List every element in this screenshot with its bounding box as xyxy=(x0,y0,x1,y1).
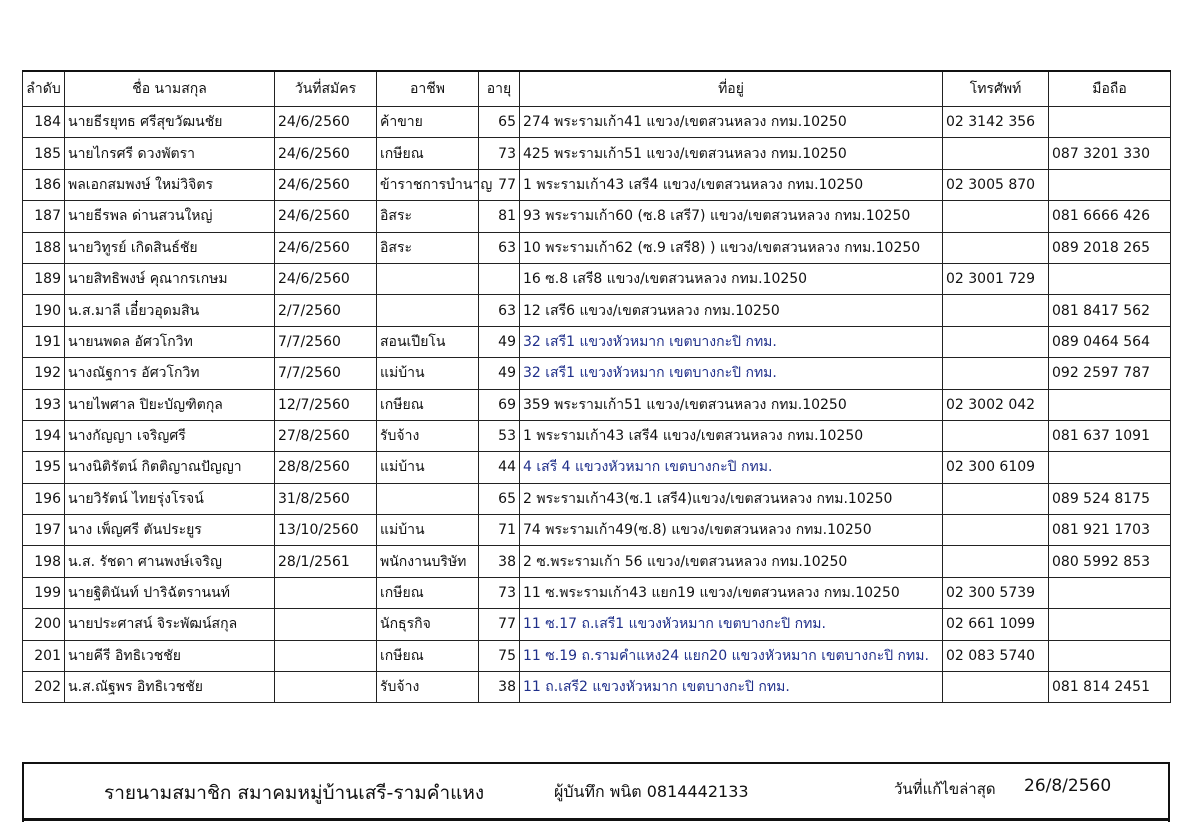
cell-mobile: 089 0464 564 xyxy=(1049,326,1171,357)
cell-mobile: 081 921 1703 xyxy=(1049,515,1171,546)
cell-mobile: 081 8417 562 xyxy=(1049,295,1171,326)
cell-phone xyxy=(943,546,1049,577)
last-edit-date: 26/8/2560 xyxy=(1024,776,1112,796)
cell-phone xyxy=(943,515,1049,546)
cell-mobile: 089 524 8175 xyxy=(1049,483,1171,514)
cell-no: 202 xyxy=(23,672,65,703)
cell-address: 1 พระรามเก้า43 เสรี4 แขวง/เขตสวนหลวง กทม.10250 xyxy=(520,169,943,200)
cell-no: 195 xyxy=(23,452,65,483)
cell-occupation: รับจ้าง xyxy=(377,672,479,703)
footer-box xyxy=(22,762,1170,822)
cell-mobile: 087 3201 330 xyxy=(1049,138,1171,169)
cell-phone: 02 3001 729 xyxy=(943,263,1049,294)
cell-age: 65 xyxy=(479,483,520,514)
cell-no: 193 xyxy=(23,389,65,420)
cell-name: น.ส.มาลี เอี๋ยวอุดมสิน xyxy=(65,295,275,326)
cell-phone xyxy=(943,232,1049,263)
cell-name: นางณัฐการ อัศวโกวิท xyxy=(65,358,275,389)
table-row xyxy=(23,138,1171,169)
cell-occupation: เกษียณ xyxy=(377,577,479,608)
cell-date: 24/6/2560 xyxy=(275,201,377,232)
cell-date: 27/8/2560 xyxy=(275,420,377,451)
cell-date: 12/7/2560 xyxy=(275,389,377,420)
cell-age: 75 xyxy=(479,640,520,671)
cell-age: 38 xyxy=(479,546,520,577)
cell-age: 73 xyxy=(479,138,520,169)
cell-mobile xyxy=(1049,389,1171,420)
member-sheet xyxy=(22,70,1170,703)
cell-phone: 02 3142 356 xyxy=(943,107,1049,138)
cell-address: 1 พระรามเก้า43 เสรี4 แขวง/เขตสวนหลวง กทม.10250 xyxy=(520,420,943,451)
cell-no: 186 xyxy=(23,169,65,200)
cell-phone xyxy=(943,201,1049,232)
cell-name: น.ส. รัชดา ศานพงษ์เจริญ xyxy=(65,546,275,577)
cell-no: 197 xyxy=(23,515,65,546)
cell-name: นายฐิตินันท์ ปาริฉัตรานนท์ xyxy=(65,577,275,608)
cell-mobile: 081 814 2451 xyxy=(1049,672,1171,703)
cell-phone xyxy=(943,420,1049,451)
cell-no: 188 xyxy=(23,232,65,263)
cell-occupation: พนักงานบริษัท xyxy=(377,546,479,577)
header-age: อายุ xyxy=(479,71,520,107)
cell-name: นายธีรพล ด่านสวนใหญ่ xyxy=(65,201,275,232)
cell-phone xyxy=(943,295,1049,326)
cell-no: 187 xyxy=(23,201,65,232)
cell-no: 184 xyxy=(23,107,65,138)
table-row xyxy=(23,672,1171,703)
cell-address: 93 พระรามเก้า60 (ซ.8 เสรี7) แขวง/เขตสวนหลวง กทม.10250 xyxy=(520,201,943,232)
cell-address: 11 ซ.พระรามเก้า43 แยก19 แขวง/เขตสวนหลวง กทม.10250 xyxy=(520,577,943,608)
cell-age: 63 xyxy=(479,295,520,326)
cell-no: 196 xyxy=(23,483,65,514)
cell-mobile: 081 637 1091 xyxy=(1049,420,1171,451)
header-address: ที่อยู่ xyxy=(520,71,943,107)
table-row xyxy=(23,420,1171,451)
cell-name: นายวิทูรย์ เกิดสินธ์ชัย xyxy=(65,232,275,263)
cell-age xyxy=(479,263,520,294)
cell-address: 74 พระรามเก้า49(ซ.8) แขวง/เขตสวนหลวง กทม.10250 xyxy=(520,515,943,546)
cell-phone: 02 300 5739 xyxy=(943,577,1049,608)
header-no: ลำดับ xyxy=(23,71,65,107)
footer-divider xyxy=(22,818,1170,821)
cell-date: 7/7/2560 xyxy=(275,358,377,389)
cell-phone: 02 3005 870 xyxy=(943,169,1049,200)
cell-no: 200 xyxy=(23,609,65,640)
cell-name: นายวิรัตน์ ไทยรุ่งโรจน์ xyxy=(65,483,275,514)
table-row xyxy=(23,263,1171,294)
cell-phone: 02 300 6109 xyxy=(943,452,1049,483)
cell-occupation: เกษียณ xyxy=(377,389,479,420)
cell-date: 2/7/2560 xyxy=(275,295,377,326)
cell-phone xyxy=(943,672,1049,703)
cell-address: 359 พระรามเก้า51 แขวง/เขตสวนหลวง กทม.10250 xyxy=(520,389,943,420)
cell-date: 7/7/2560 xyxy=(275,326,377,357)
cell-no: 191 xyxy=(23,326,65,357)
cell-name: นายสิทธิพงษ์ คุณากรเกษม xyxy=(65,263,275,294)
cell-age: 77 xyxy=(479,169,520,200)
cell-mobile: 089 2018 265 xyxy=(1049,232,1171,263)
cell-mobile xyxy=(1049,107,1171,138)
cell-phone xyxy=(943,138,1049,169)
cell-phone: 02 083 5740 xyxy=(943,640,1049,671)
cell-phone xyxy=(943,358,1049,389)
cell-occupation xyxy=(377,483,479,514)
cell-occupation: ข้าราชการบำนาญ xyxy=(377,169,479,200)
cell-address: 2 ซ.พระรามเก้า 56 แขวง/เขตสวนหลวง กทม.10250 xyxy=(520,546,943,577)
cell-mobile xyxy=(1049,169,1171,200)
cell-date: 13/10/2560 xyxy=(275,515,377,546)
last-edit-label: วันที่แก้ไขล่าสุด xyxy=(894,780,996,798)
cell-age: 69 xyxy=(479,389,520,420)
table-row xyxy=(23,201,1171,232)
cell-occupation: นักธุรกิจ xyxy=(377,609,479,640)
cell-mobile xyxy=(1049,452,1171,483)
cell-name: นายคีรี อิทธิเวชชัย xyxy=(65,640,275,671)
cell-date xyxy=(275,609,377,640)
table-row xyxy=(23,107,1171,138)
cell-name: นางนิติรัตน์ กิตติญาณปัญญา xyxy=(65,452,275,483)
cell-address: 11 ซ.17 ถ.เสรี1 แขวงหัวหมาก เขตบางกะปิ กทม. xyxy=(520,609,943,640)
table-row xyxy=(23,483,1171,514)
cell-phone: 02 3002 042 xyxy=(943,389,1049,420)
cell-occupation xyxy=(377,263,479,294)
cell-mobile: 092 2597 787 xyxy=(1049,358,1171,389)
cell-name: น.ส.ณัฐพร อิทธิเวชชัย xyxy=(65,672,275,703)
cell-age: 49 xyxy=(479,326,520,357)
cell-address: 274 พระรามเก้า41 แขวง/เขตสวนหลวง กทม.10250 xyxy=(520,107,943,138)
cell-age: 81 xyxy=(479,201,520,232)
cell-address: 11 ซ.19 ถ.รามคำแหง24 แยก20 แขวงหัวหมาก เขตบางกะปิ กทม. xyxy=(520,640,943,671)
header-row xyxy=(23,71,1171,107)
cell-name: นายนพดล อัศวโกวิท xyxy=(65,326,275,357)
cell-name: นาง เพ็ญศรี ตันประยูร xyxy=(65,515,275,546)
cell-name: นายธีรยุทธ ศรีสุขวัฒนชัย xyxy=(65,107,275,138)
cell-occupation: รับจ้าง xyxy=(377,420,479,451)
cell-no: 198 xyxy=(23,546,65,577)
cell-phone xyxy=(943,483,1049,514)
cell-occupation: ค้าขาย xyxy=(377,107,479,138)
cell-date: 31/8/2560 xyxy=(275,483,377,514)
cell-age: 49 xyxy=(479,358,520,389)
table-row xyxy=(23,515,1171,546)
header-date: วันที่สมัคร xyxy=(275,71,377,107)
cell-no: 185 xyxy=(23,138,65,169)
cell-age: 63 xyxy=(479,232,520,263)
cell-address: 16 ซ.8 เสรี8 แขวง/เขตสวนหลวง กทม.10250 xyxy=(520,263,943,294)
cell-mobile xyxy=(1049,609,1171,640)
cell-date xyxy=(275,577,377,608)
cell-age: 71 xyxy=(479,515,520,546)
table-row xyxy=(23,577,1171,608)
cell-age: 44 xyxy=(479,452,520,483)
cell-phone xyxy=(943,326,1049,357)
cell-date: 24/6/2560 xyxy=(275,138,377,169)
cell-no: 201 xyxy=(23,640,65,671)
cell-date xyxy=(275,640,377,671)
cell-mobile xyxy=(1049,263,1171,294)
cell-mobile xyxy=(1049,640,1171,671)
cell-address: 10 พระรามเก้า62 (ซ.9 เสรี8) ) แขวง/เขตสวนหลวง กทม.10250 xyxy=(520,232,943,263)
cell-age: 38 xyxy=(479,672,520,703)
cell-age: 65 xyxy=(479,107,520,138)
cell-name: นายประศาสน์ จิระพัฒน์สกุล xyxy=(65,609,275,640)
document-title: รายนามสมาชิก สมาคมหมู่บ้านเสรี-รามคำแหง xyxy=(104,782,485,804)
cell-age: 53 xyxy=(479,420,520,451)
cell-name: นางกัญญา เจริญศรี xyxy=(65,420,275,451)
cell-no: 194 xyxy=(23,420,65,451)
recorder-info: ผู้บันทึก พนิต 0814442133 xyxy=(554,782,749,801)
cell-no: 199 xyxy=(23,577,65,608)
cell-mobile: 080 5992 853 xyxy=(1049,546,1171,577)
table-row xyxy=(23,452,1171,483)
table-row xyxy=(23,609,1171,640)
table-row xyxy=(23,326,1171,357)
cell-occupation xyxy=(377,295,479,326)
table-row xyxy=(23,546,1171,577)
table-row xyxy=(23,295,1171,326)
cell-date xyxy=(275,672,377,703)
cell-no: 192 xyxy=(23,358,65,389)
table-row xyxy=(23,389,1171,420)
cell-occupation: เกษียณ xyxy=(377,138,479,169)
cell-address: 4 เสรี 4 แขวงหัวหมาก เขตบางกะปิ กทม. xyxy=(520,452,943,483)
header-occupation: อาชีพ xyxy=(377,71,479,107)
cell-occupation: สอนเปียโน xyxy=(377,326,479,357)
cell-date: 24/6/2560 xyxy=(275,107,377,138)
cell-address: 32 เสรี1 แขวงหัวหมาก เขตบางกะปิ กทม. xyxy=(520,358,943,389)
cell-occupation: อิสระ xyxy=(377,232,479,263)
cell-date: 24/6/2560 xyxy=(275,263,377,294)
cell-address: 2 พระรามเก้า43(ซ.1 เสรี4)แขวง/เขตสวนหลวง กทม.10250 xyxy=(520,483,943,514)
member-table xyxy=(22,70,1171,703)
cell-phone: 02 661 1099 xyxy=(943,609,1049,640)
table-row xyxy=(23,358,1171,389)
cell-name: พลเอกสมพงษ์ ใหม่วิจิตร xyxy=(65,169,275,200)
cell-occupation: แม่บ้าน xyxy=(377,358,479,389)
table-row xyxy=(23,640,1171,671)
header-mobile: มือถือ xyxy=(1049,71,1171,107)
cell-date: 28/1/2561 xyxy=(275,546,377,577)
cell-occupation: แม่บ้าน xyxy=(377,515,479,546)
cell-occupation: เกษียณ xyxy=(377,640,479,671)
cell-date: 24/6/2560 xyxy=(275,169,377,200)
cell-no: 189 xyxy=(23,263,65,294)
cell-occupation: แม่บ้าน xyxy=(377,452,479,483)
cell-address: 425 พระรามเก้า51 แขวง/เขตสวนหลวง กทม.10250 xyxy=(520,138,943,169)
table-row xyxy=(23,232,1171,263)
cell-date: 24/6/2560 xyxy=(275,232,377,263)
cell-name: นายไกรศรี ดวงพัตรา xyxy=(65,138,275,169)
cell-date: 28/8/2560 xyxy=(275,452,377,483)
header-name: ชื่อ นามสกุล xyxy=(65,71,275,107)
header-phone: โทรศัพท์ xyxy=(943,71,1049,107)
cell-address: 32 เสรี1 แขวงหัวหมาก เขตบางกะปิ กทม. xyxy=(520,326,943,357)
cell-mobile xyxy=(1049,577,1171,608)
cell-mobile: 081 6666 426 xyxy=(1049,201,1171,232)
cell-address: 12 เสรี6 แขวง/เขตสวนหลวง กทม.10250 xyxy=(520,295,943,326)
cell-age: 77 xyxy=(479,609,520,640)
cell-age: 73 xyxy=(479,577,520,608)
table-row xyxy=(23,169,1171,200)
cell-address: 11 ถ.เสรี2 แขวงหัวหมาก เขตบางกะปิ กทม. xyxy=(520,672,943,703)
cell-name: นายไพศาล ปิยะบัญฑิตกุล xyxy=(65,389,275,420)
cell-occupation: อิสระ xyxy=(377,201,479,232)
cell-no: 190 xyxy=(23,295,65,326)
